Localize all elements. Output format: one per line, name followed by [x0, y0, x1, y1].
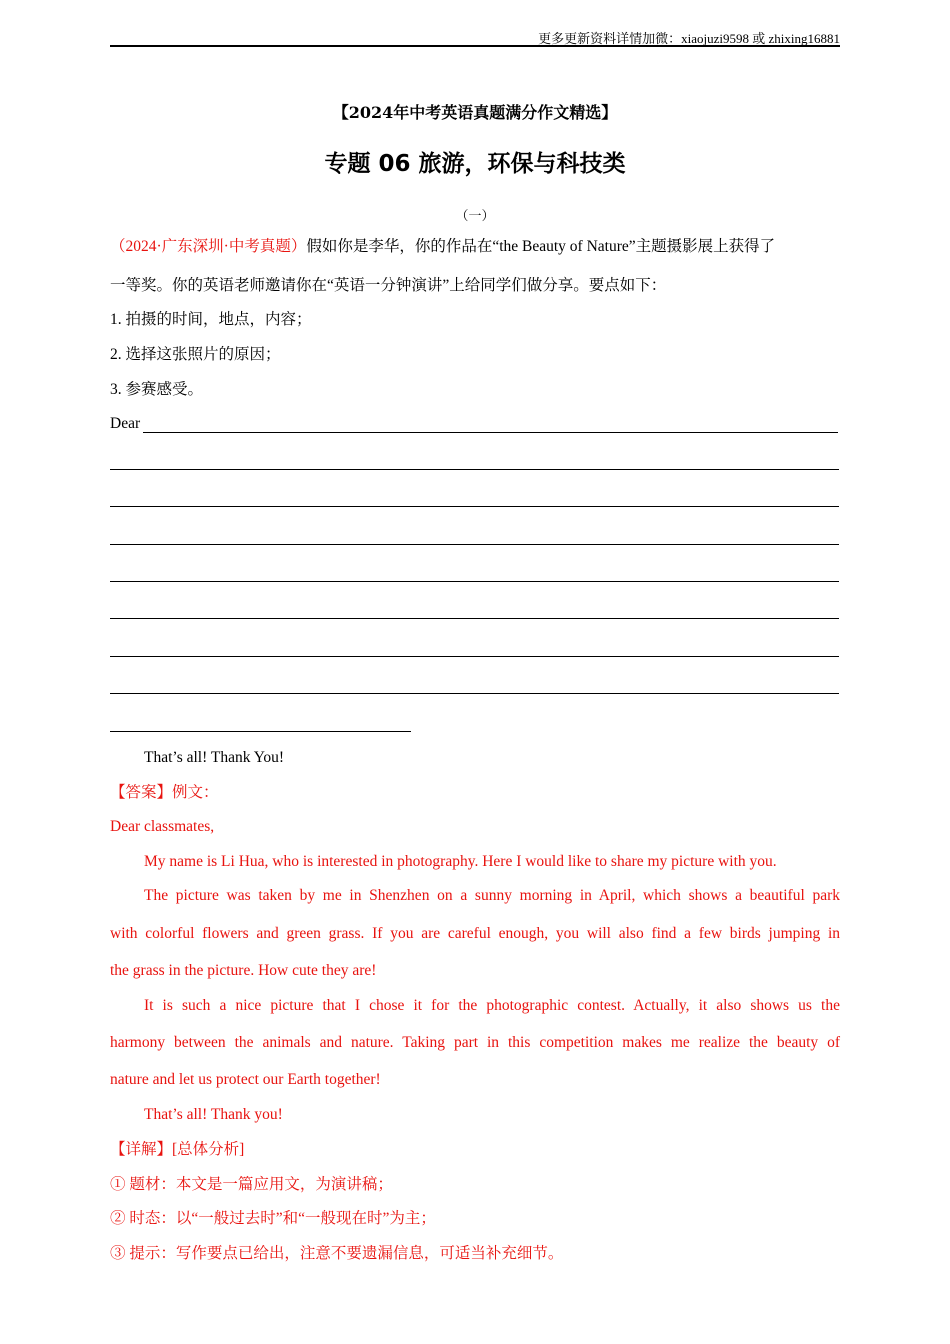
writing-line[interactable] — [110, 693, 839, 694]
question-point-2: 2. 选择这张照片的原因； — [110, 346, 281, 363]
writing-closing: That’s all! Thank You! — [144, 749, 285, 766]
answer-line: nature and let us protect our Earth together! — [110, 1071, 381, 1088]
topic-title: 专题 06 旅游，环保与科技类 — [324, 151, 626, 177]
header-note: 更多更新资料详情加微：xiaojuzi9598 或 zhixing16881 — [538, 31, 840, 46]
analysis-item: ① 题材：本文是一篇应用文，为演讲稿； — [110, 1176, 393, 1193]
writing-line[interactable] — [110, 544, 839, 545]
writing-line[interactable] — [110, 469, 839, 470]
writing-greeting: Dear — [110, 415, 141, 432]
writing-line[interactable] — [110, 506, 839, 507]
series-title: 【2024年中考英语真题满分作文精选】 — [332, 103, 618, 122]
analysis-sublabel: [总体分析] — [172, 1141, 245, 1158]
question-source: （2024·广东深圳·中考真题） — [110, 238, 307, 255]
header-rule — [110, 45, 840, 47]
answer-line: That’s all! Thank you! — [144, 1106, 283, 1123]
answer-line: It is such a nice picture that I chose it for the photographic contest. Actually, it also shows us the — [144, 997, 840, 1014]
answer-line: harmony between the animals and nature. Taking part in this competition makes me realize the beauty of — [110, 1034, 840, 1051]
answer-line: with colorful flowers and green grass. If you are careful enough, you will also find a few birds jumping in — [110, 925, 840, 942]
writing-line[interactable] — [110, 656, 839, 657]
question-point-3: 3. 参赛感受。 — [110, 381, 204, 398]
question-point-1: 1. 拍摄的时间，地点，内容； — [110, 311, 312, 328]
writing-line[interactable] — [110, 618, 839, 619]
answer-label: 【答案】例文： — [110, 784, 219, 801]
answer-line: the grass in the picture. How cute they are! — [110, 962, 377, 979]
question-line-2: 一等奖。你的英语老师邀请你在“英语一分钟演讲”上给同学们做分享。要点如下： — [110, 277, 667, 294]
analysis-item: ③ 提示：写作要点已给出，注意不要遗漏信息，可适当补充细节。 — [110, 1245, 564, 1262]
question-text-1: 假如你是李华，你的作品在“the Beauty of Nature”主题摄影展上获得了 — [306, 238, 776, 255]
answer-salutation: Dear classmates, — [110, 818, 215, 835]
section-number: （一） — [455, 209, 495, 224]
analysis-item: ② 时态：以“一般过去时”和“一般现在时”为主； — [110, 1210, 436, 1227]
writing-greeting-row — [110, 415, 840, 435]
analysis-heading — [110, 1140, 840, 1160]
answer-line: The picture was taken by me in Shenzhen on a sunny morning in April, which shows a beautiful park — [144, 887, 840, 904]
writing-blank-line[interactable] — [143, 432, 838, 433]
question-line-1 — [110, 237, 840, 257]
writing-line-short[interactable] — [110, 731, 411, 732]
analysis-label: 【详解】 — [110, 1141, 173, 1158]
writing-line[interactable] — [110, 581, 839, 582]
answer-line: My name is Li Hua, who is interested in photography. Here I would like to share my picture with you. — [144, 853, 777, 870]
